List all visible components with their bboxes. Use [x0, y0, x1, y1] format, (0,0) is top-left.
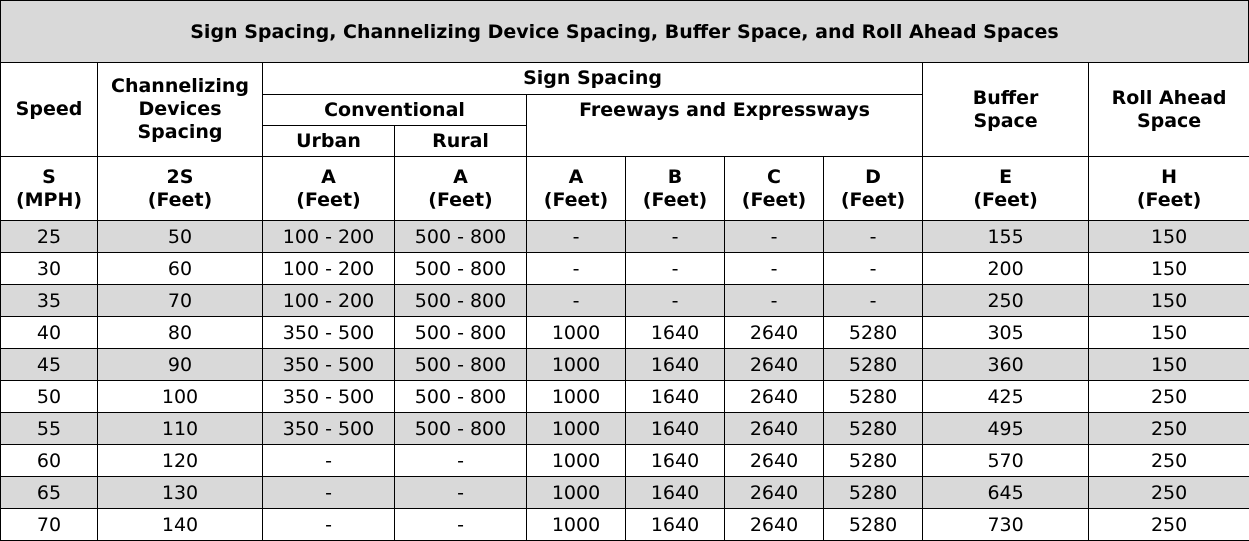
table-cell: 350 - 500: [263, 413, 395, 445]
table-cell: 350 - 500: [263, 381, 395, 413]
table-cell: 30: [1, 253, 98, 285]
header-speed: Speed: [1, 63, 98, 157]
table-cell: 250: [1089, 381, 1249, 413]
units-header-line: (Feet): [428, 188, 493, 211]
table-cell: 500 - 800: [395, 317, 527, 349]
table-row: [1, 253, 1249, 285]
units-header-line: (Feet): [147, 188, 213, 211]
table-cell: 60: [98, 253, 263, 285]
table-cell: 2640: [725, 349, 824, 381]
table-cell: 500 - 800: [395, 253, 527, 285]
table-cell: 120: [98, 445, 263, 477]
table-cell: -: [626, 285, 725, 317]
table-cell: 730: [923, 509, 1089, 541]
table-cell: 200: [923, 253, 1089, 285]
units-header-line: C: [767, 165, 781, 188]
table-cell: -: [395, 477, 527, 509]
table-cell: -: [263, 445, 395, 477]
units-header-line: D: [865, 165, 881, 188]
table-cell: -: [824, 253, 923, 285]
table-cell: 250: [1089, 477, 1249, 509]
units-header-cell: [824, 157, 923, 221]
table-row: [1, 381, 1249, 413]
table-cell: 5280: [824, 381, 923, 413]
units-header-line: B: [667, 165, 683, 188]
table-cell: 150: [1089, 349, 1249, 381]
table-cell: 70: [1, 509, 98, 541]
units-header-line: A: [453, 165, 468, 188]
table-cell: 5280: [824, 477, 923, 509]
table-cell: 140: [98, 509, 263, 541]
header-buffer-line-2: Space: [973, 109, 1038, 132]
header-channelizing-line-3: Spacing: [137, 121, 223, 143]
header-channelizing-line-2: Devices: [138, 98, 222, 120]
table-cell: 495: [923, 413, 1089, 445]
table-cell: 1640: [626, 413, 725, 445]
table-cell: 1000: [527, 509, 626, 541]
table-cell: 130: [98, 477, 263, 509]
header-roll-ahead-line-2: Space: [1136, 109, 1202, 132]
table-cell: 1640: [626, 349, 725, 381]
table-cell: 155: [923, 221, 1089, 253]
table-row: [1, 413, 1249, 445]
header-urban: Urban: [263, 126, 395, 157]
units-header-line: (Feet): [296, 188, 361, 211]
table-cell: 50: [98, 221, 263, 253]
table-cell: 350 - 500: [263, 349, 395, 381]
table-cell: -: [725, 221, 824, 253]
units-header-cell: [263, 157, 395, 221]
table-cell: 305: [923, 317, 1089, 349]
table-cell: 250: [1089, 413, 1249, 445]
table-cell: 40: [1, 317, 98, 349]
units-header-line: S: [42, 165, 56, 188]
table-cell: 1000: [527, 445, 626, 477]
table-cell: -: [527, 285, 626, 317]
table-cell: -: [626, 253, 725, 285]
table-cell: 70: [98, 285, 263, 317]
table-cell: 570: [923, 445, 1089, 477]
table-cell: 50: [1, 381, 98, 413]
table-row: [1, 221, 1249, 253]
units-header-line: (Feet): [543, 188, 609, 211]
table-cell: 1640: [626, 381, 725, 413]
table-row: [1, 349, 1249, 381]
table-cell: 1000: [527, 477, 626, 509]
table-cell: -: [824, 221, 923, 253]
table-row: [1, 477, 1249, 509]
table-cell: -: [725, 253, 824, 285]
table-cell: 1000: [527, 349, 626, 381]
units-header-line: A: [568, 165, 584, 188]
table-row: [1, 445, 1249, 477]
table-cell: 2640: [725, 509, 824, 541]
header-conventional: Conventional: [263, 95, 527, 126]
table-row: [1, 509, 1249, 541]
table-cell: 350 - 500: [263, 317, 395, 349]
table-cell: 25: [1, 221, 98, 253]
table-cell: 100: [98, 381, 263, 413]
table-cell: -: [527, 221, 626, 253]
table-body: [1, 221, 1249, 541]
units-header-cell: [626, 157, 725, 221]
table-cell: 250: [923, 285, 1089, 317]
table-cell: 1000: [527, 413, 626, 445]
table-cell: 645: [923, 477, 1089, 509]
header-buffer-space: [923, 63, 1089, 157]
table-cell: -: [263, 509, 395, 541]
units-header-cell: [395, 157, 527, 221]
table-cell: 1000: [527, 317, 626, 349]
table-cell: 250: [1089, 445, 1249, 477]
table-cell: 500 - 800: [395, 349, 527, 381]
table-row: [1, 317, 1249, 349]
units-header-line: A: [321, 165, 336, 188]
table-cell: 5280: [824, 413, 923, 445]
table-cell: 45: [1, 349, 98, 381]
table-cell: -: [395, 509, 527, 541]
table-cell: 2640: [725, 381, 824, 413]
table-cell: 2640: [725, 317, 824, 349]
header-roll-ahead-space: [1089, 63, 1249, 157]
header-freeways-expressways: Freeways and Expressways: [527, 95, 923, 157]
table-cell: 1000: [527, 381, 626, 413]
header-channelizing-line-1: Channelizing: [111, 75, 249, 97]
units-header-cell: [98, 157, 263, 221]
table-cell: -: [527, 253, 626, 285]
table-cell: 5280: [824, 317, 923, 349]
units-header-line: 2S: [166, 165, 194, 188]
units-header-row: [1, 157, 1249, 221]
table-cell: 500 - 800: [395, 413, 527, 445]
units-header-line: (Feet): [1136, 188, 1202, 211]
table-cell: 1640: [626, 509, 725, 541]
units-header-cell: [725, 157, 824, 221]
units-header-cell: [923, 157, 1089, 221]
table-cell: 150: [1089, 285, 1249, 317]
table-cell: 500 - 800: [395, 221, 527, 253]
units-header-line: (Feet): [840, 188, 906, 211]
spacing-table: [0, 62, 1249, 541]
table-cell: 1640: [626, 477, 725, 509]
table-cell: 100 - 200: [263, 285, 395, 317]
table-cell: 35: [1, 285, 98, 317]
table-cell: 2640: [725, 445, 824, 477]
table-cell: 80: [98, 317, 263, 349]
units-header-line: E: [999, 165, 1013, 188]
table-cell: 5280: [824, 509, 923, 541]
units-header-line: H: [1161, 165, 1178, 188]
table-cell: 250: [1089, 509, 1249, 541]
table-cell: 2640: [725, 413, 824, 445]
table-cell: 90: [98, 349, 263, 381]
table-cell: 1640: [626, 445, 725, 477]
table-cell: 55: [1, 413, 98, 445]
header-rural: Rural: [395, 126, 527, 157]
table-cell: 60: [1, 445, 98, 477]
table-cell: -: [626, 221, 725, 253]
table-cell: 100 - 200: [263, 221, 395, 253]
table-cell: 360: [923, 349, 1089, 381]
table-cell: -: [395, 445, 527, 477]
units-header-cell: [1, 157, 98, 221]
table-cell: 100 - 200: [263, 253, 395, 285]
table-cell: -: [725, 285, 824, 317]
table-cell: 425: [923, 381, 1089, 413]
table-cell: -: [263, 477, 395, 509]
table-cell: 65: [1, 477, 98, 509]
units-header-line: (Feet): [642, 188, 708, 211]
units-header-line: (Feet): [973, 188, 1038, 211]
units-header-line: (Feet): [741, 188, 807, 211]
table-cell: 5280: [824, 349, 923, 381]
header-channelizing-devices-spacing: [98, 63, 263, 157]
header-roll-ahead-line-1: Roll Ahead: [1111, 86, 1227, 109]
table-cell: -: [824, 285, 923, 317]
table-cell: 500 - 800: [395, 285, 527, 317]
table-cell: 150: [1089, 317, 1249, 349]
table-cell: 5280: [824, 445, 923, 477]
table-cell: 150: [1089, 253, 1249, 285]
table-cell: 500 - 800: [395, 381, 527, 413]
table-cell: 110: [98, 413, 263, 445]
table-row: [1, 285, 1249, 317]
header-sign-spacing: Sign Spacing: [263, 63, 923, 95]
units-header-line: (MPH): [15, 188, 83, 211]
table-cell: 1640: [626, 317, 725, 349]
units-header-cell: [527, 157, 626, 221]
header-buffer-line-1: Buffer: [972, 86, 1039, 109]
table-cell: 150: [1089, 221, 1249, 253]
units-header-cell: [1089, 157, 1249, 221]
table-cell: 2640: [725, 477, 824, 509]
table-title: Sign Spacing, Channelizing Device Spacing, Buffer Space, and Roll Ahead Spaces: [0, 0, 1249, 63]
